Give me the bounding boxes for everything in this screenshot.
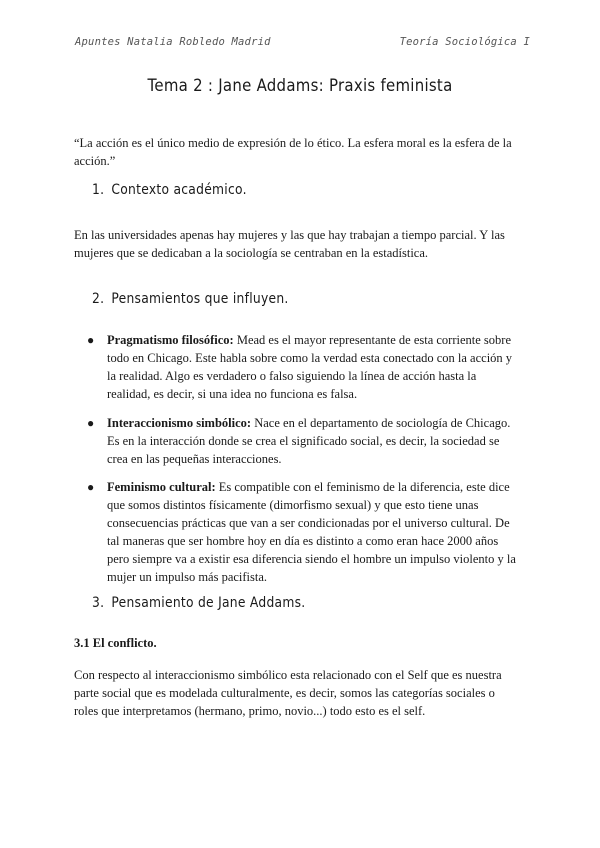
section-3-number: 3. (92, 595, 105, 611)
bullet-dot: ● (87, 416, 95, 430)
list-item-feminismo (74, 478, 520, 586)
section-1-title: Contexto académico. (111, 182, 247, 198)
header-author: Apuntes Natalia Robledo Madrid (75, 36, 271, 48)
bullet-dot: ● (87, 480, 95, 494)
section-2-heading (92, 291, 289, 307)
bullet-term: Feminismo cultural: (107, 480, 216, 494)
section-1-number: 1. (92, 182, 105, 198)
bullet-dot: ● (87, 333, 95, 347)
subsection-3-1-heading: 3.1 El conflicto. (74, 636, 157, 650)
section-3-paragraph: Con respecto al interaccionismo simbólico esta relacionado con el Self que es nuestra parte social que es modelada culturalmente, es decir, somos las categorías sociales o roles que interpretamos (hermano, primo, novio...) todo esto es el self. (74, 668, 502, 718)
section-3-title: Pensamiento de Jane Addams. (111, 595, 306, 611)
list-item-pragmatismo (74, 331, 520, 403)
quote-paragraph: “La acción es el único medio de expresión de lo ético. La esfera moral es la esfera de la acción.” (74, 136, 512, 168)
section-2-title: Pensamientos que influyen. (111, 291, 289, 307)
bullet-term: Interaccionismo simbólico: (107, 416, 252, 430)
section-3-heading (92, 595, 305, 611)
header-subject: Teoría Sociológica I (399, 36, 530, 48)
section-1-paragraph: En las universidades apenas hay mujeres y las que hay trabajan a tiempo parcial. Y las mujeres que se dedicaban a la sociología se centraban en la estadística. (74, 228, 505, 260)
bullet-text: Es compatible con el feminismo de la diferencia, este dice que somos distintos físicamente (dimorfismo sexual) y que esto tiene unas consecuencias prácticas que van a ser condicionadas por el universo cultural. De tal maneras que ser hombre hoy en día es distinto a como eran hace 2000 años pero siempre va a existir esa diferencia siendo el hombre un impulso violento y la mujer un impulso más pacifista. (107, 480, 516, 584)
section-1-heading (92, 182, 247, 198)
bullet-text: Mead es el mayor representante de esta corriente sobre todo en Chicago. Este habla sobre como la verdad esta conectado con la acción y la realidad. Algo es verdadero o falso siguiendo la línea de acción hasta la realidad, es decir, si una idea no funciona es falsa. (107, 333, 513, 401)
bullet-text: Nace en el departamento de sociología de Chicago. Es en la interacción donde se crea el significado social, es decir, la sociedad se crea en las pequeñas interacciones. (107, 416, 511, 466)
bullet-term: Pragmatismo filosófico: (107, 333, 234, 347)
page-title: Tema 2 : Jane Addams: Praxis feminista (147, 76, 453, 96)
list-item-interaccionismo (74, 414, 520, 468)
section-2-number: 2. (92, 291, 105, 307)
